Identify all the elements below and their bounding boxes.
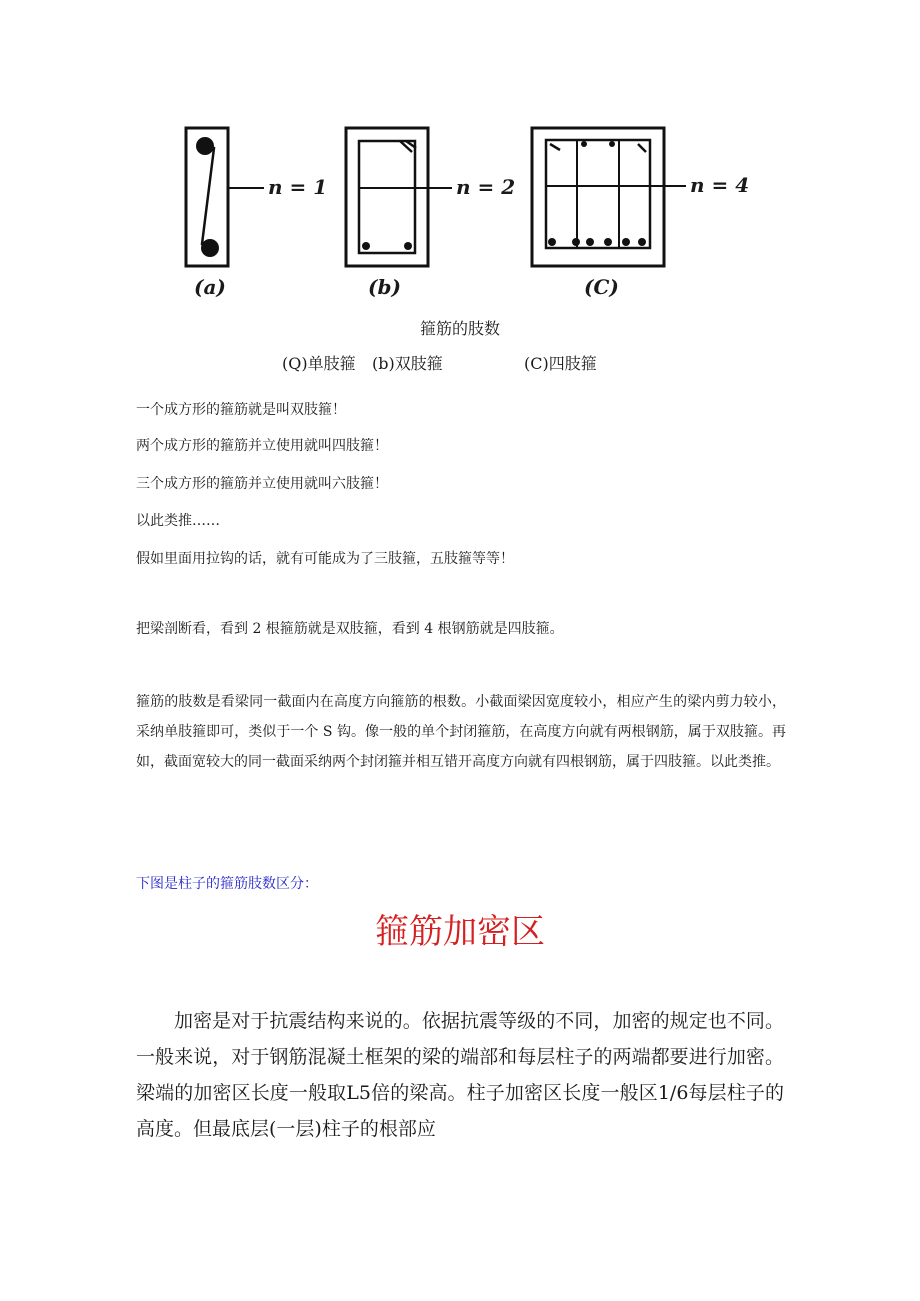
tag-a: (a) [194, 275, 226, 299]
line-3: 三个成方形的箍筋并立使用就叫六肢箍！ [136, 476, 388, 492]
n4-label: n = 4 [690, 173, 750, 197]
line-2: 两个成方形的箍筋并立使用就叫四肢箍！ [136, 438, 388, 454]
tag-c: (C) [584, 275, 619, 299]
n1-label: n = 1 [268, 175, 328, 199]
subcaption-c: (C)四肢箍 [524, 354, 597, 373]
line-1: 一个成方形的箍筋就是叫双肢箍！ [136, 402, 346, 418]
body-paragraph: 加密是对于抗震结构来说的。依据抗震等级的不同，加密的规定也不同。一般来说，对于钢筋混凝土框架的梁的端部和每层柱子的两端都要进行加密。梁端的加密区长度一般取L5倍的梁高。柱子加密区长度一般区1/6每层柱子的高度。但最底层(一层)柱子的根部应 [136, 1010, 784, 1140]
section-title: 箍筋加密区 [375, 912, 545, 952]
stirrup-figure [180, 120, 760, 305]
column-note: 下图是柱子的箍筋肢数区分： [136, 876, 318, 892]
tag-b: (b) [368, 275, 401, 299]
subcaption-b: (b)双肢箍 [372, 354, 443, 373]
line-4: 以此类推…… [136, 513, 220, 529]
diagram-c [532, 128, 686, 266]
line-5: 假如里面用拉钩的话，就有可能成为了三肢箍，五肢箍等等！ [136, 551, 514, 567]
stirrup-paragraph: 箍筋的肢数是看梁同一截面内在高度方向箍筋的根数。小截面梁因宽度较小，相应产生的梁内剪力较小，采纳单肢箍即可，类似于一个 S 钩。像一般的单个封闭箍筋，在高度方向就有两根钢筋，属于双肢箍。再如，截面宽较大的同一截面采纳两个封闭箍并相互错开高度方向就有四根钢筋，属于四肢箍。以此类推。 [136, 694, 786, 770]
n2-label: n = 2 [456, 175, 516, 199]
diagram-b [346, 128, 452, 266]
stirrup-diagram [180, 120, 760, 305]
beam-line: 把梁剖断看，看到 2 根箍筋就是双肢箍，看到 4 根钢筋就是四肢箍。 [136, 621, 564, 637]
body-text-block [136, 1003, 784, 1147]
figure-caption: 箍筋的肢数 [419, 319, 500, 338]
diagram-a [186, 128, 264, 266]
subcaption-a: (Q)单肢箍 [282, 354, 356, 373]
